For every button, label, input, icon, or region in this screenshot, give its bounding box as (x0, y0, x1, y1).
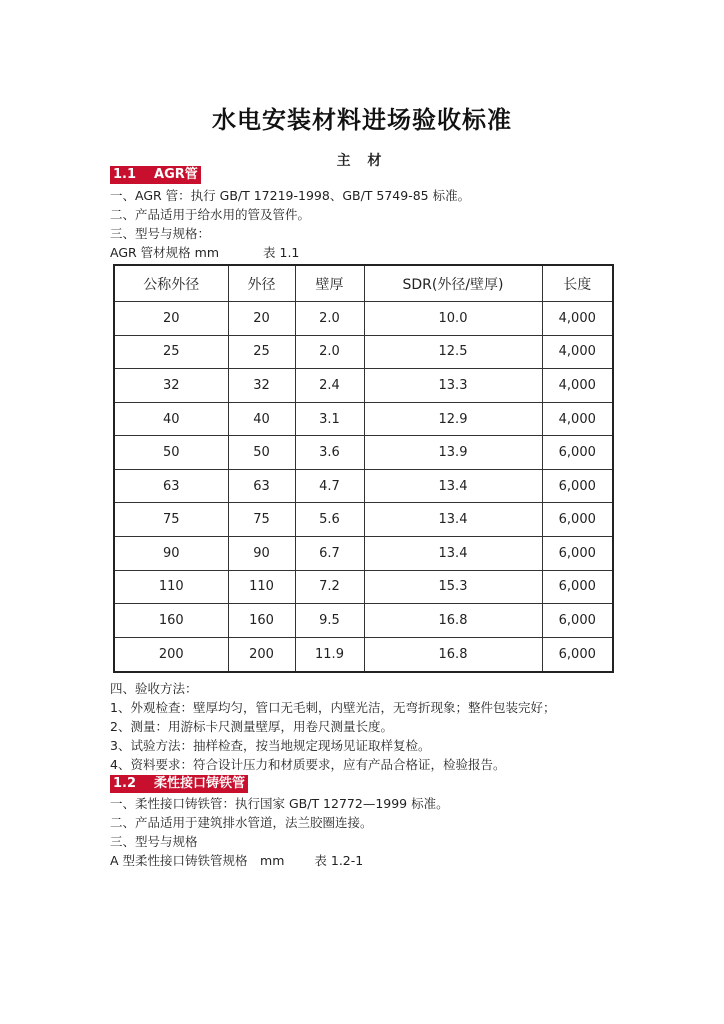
acceptance-heading: 四、验收方法： (110, 681, 198, 696)
table-row (114, 537, 613, 571)
cell: 25 (114, 335, 228, 369)
cell: 4,000 (542, 335, 613, 369)
cell: 7.2 (295, 570, 364, 604)
cell: 160 (114, 604, 228, 638)
cell: 13.4 (364, 503, 542, 537)
section-heading-agr (110, 166, 201, 184)
cell: 200 (228, 637, 295, 672)
cell: 50 (228, 436, 295, 470)
cell: 2.0 (295, 302, 364, 336)
table-caption-text: A 型柔性接口铸铁管规格 mm (110, 853, 285, 868)
section1-line-3: 三、型号与规格： (110, 226, 211, 241)
table-caption-text: AGR 管材规格 mm (110, 245, 220, 260)
acceptance-item-3: 3、试验方法：抽样检查，按当地规定现场见证取样复检。 (110, 738, 431, 753)
cell: 9.5 (295, 604, 364, 638)
cell: 6,000 (542, 604, 613, 638)
page-title: 水电安装材料进场验收标准 (212, 106, 512, 134)
cell: 12.9 (364, 402, 542, 436)
section1-line-1: 一、AGR 管：执行 GB/T 17219-1998、GB/T 5749-85 标准。 (110, 188, 471, 203)
cell: 10.0 (364, 302, 542, 336)
cell: 160 (228, 604, 295, 638)
section-number: 1.1 (113, 167, 137, 182)
table-caption-agr (110, 244, 299, 261)
table-row (114, 436, 613, 470)
cell: 63 (114, 469, 228, 503)
table-row (114, 637, 613, 672)
cell: 110 (114, 570, 228, 604)
page-subtitle: 主 材 (336, 153, 388, 169)
table-row (114, 503, 613, 537)
cell: 75 (114, 503, 228, 537)
header-sdr: SDR(外径/壁厚) (364, 265, 542, 302)
header-wall: 壁厚 (295, 265, 364, 302)
cell: 13.4 (364, 537, 542, 571)
cell: 110 (228, 570, 295, 604)
cell: 75 (228, 503, 295, 537)
cell: 50 (114, 436, 228, 470)
cell: 6.7 (295, 537, 364, 571)
cell: 32 (228, 369, 295, 403)
cell: 4.7 (295, 469, 364, 503)
table-row (114, 570, 613, 604)
cell: 200 (114, 637, 228, 672)
cell: 40 (114, 402, 228, 436)
cell: 15.3 (364, 570, 542, 604)
cell: 20 (114, 302, 228, 336)
cell: 12.5 (364, 335, 542, 369)
cell: 3.1 (295, 402, 364, 436)
cell: 90 (228, 537, 295, 571)
cell: 3.6 (295, 436, 364, 470)
cell: 2.0 (295, 335, 364, 369)
cell: 25 (228, 335, 295, 369)
table-row (114, 369, 613, 403)
table-row (114, 402, 613, 436)
header-nominal-od: 公称外径 (114, 265, 228, 302)
table-header-row (114, 265, 613, 302)
table-row (114, 302, 613, 336)
section2-line-1: 一、柔性接口铸铁管：执行国家 GB/T 12772—1999 标准。 (110, 796, 449, 811)
table-row (114, 469, 613, 503)
cell: 13.3 (364, 369, 542, 403)
cell: 20 (228, 302, 295, 336)
section-heading-cast-iron (110, 775, 248, 793)
cell: 6,000 (542, 537, 613, 571)
section-name: AGR管 (154, 167, 198, 182)
cell: 40 (228, 402, 295, 436)
table-caption-cast-iron (110, 852, 363, 869)
cell: 13.9 (364, 436, 542, 470)
section2-line-2: 二、产品适用于建筑排水管道，法兰胶圈连接。 (110, 815, 373, 830)
cell: 6,000 (542, 570, 613, 604)
cell: 6,000 (542, 637, 613, 672)
table-row (114, 604, 613, 638)
cell: 5.6 (295, 503, 364, 537)
table-number: 表 1.2-1 (314, 853, 364, 868)
header-length: 长度 (542, 265, 613, 302)
cell: 4,000 (542, 402, 613, 436)
acceptance-item-2: 2、测量：用游标卡尺测量壁厚，用卷尺测量长度。 (110, 719, 393, 734)
cell: 63 (228, 469, 295, 503)
cell: 11.9 (295, 637, 364, 672)
section1-line-2: 二、产品适用于给水用的管及管件。 (110, 207, 311, 222)
cell: 16.8 (364, 637, 542, 672)
cell: 6,000 (542, 503, 613, 537)
cell: 13.4 (364, 469, 542, 503)
acceptance-item-1: 1、外观检查：壁厚均匀，管口无毛刺，内壁光洁，无弯折现象；整件包装完好； (110, 700, 556, 715)
section2-line-3: 三、型号与规格 (110, 834, 198, 849)
cell: 2.4 (295, 369, 364, 403)
cell: 6,000 (542, 436, 613, 470)
section-name: 柔性接口铸铁管 (154, 776, 246, 791)
cell: 32 (114, 369, 228, 403)
agr-spec-table (113, 264, 614, 673)
cell: 4,000 (542, 369, 613, 403)
cell: 90 (114, 537, 228, 571)
acceptance-item-4: 4、资料要求：符合设计压力和材质要求，应有产品合格证，检验报告。 (110, 757, 506, 772)
table-number: 表 1.1 (263, 245, 300, 260)
cell: 6,000 (542, 469, 613, 503)
table-row (114, 335, 613, 369)
cell: 4,000 (542, 302, 613, 336)
cell: 16.8 (364, 604, 542, 638)
header-od: 外径 (228, 265, 295, 302)
section-number: 1.2 (113, 776, 137, 791)
